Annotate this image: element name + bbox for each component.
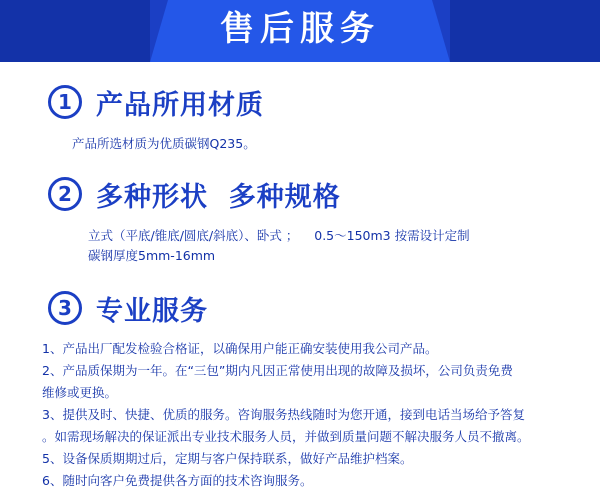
service-item-6: 6、随时向客户免费提供各方面的技术咨询服务。	[42, 473, 313, 488]
section-3-number: 3	[48, 291, 82, 325]
service-item-2: 2、产品质保期为一年。在“三包”期内凡因正常使用出现的故障及损坏，公司负责免费	[42, 363, 513, 378]
service-item-5: 5、设备保质期期过后，定期与客户保持联系，做好产品维护档案。	[42, 451, 413, 466]
section-3-title: 专业服务	[96, 295, 208, 327]
page-title: 售后服务	[220, 9, 380, 49]
section-2-line-2: 碳钢厚度5mm-16mm	[88, 248, 216, 263]
section-1-title: 产品所用材质	[96, 89, 264, 121]
section-1-body	[0, 124, 600, 154]
section-2-line-1: 立式（平底/锥底/圆底/斜底）、卧式 ； 0.5～150m3 按需设计定制	[88, 228, 470, 243]
section-2-number: 2	[48, 177, 82, 211]
service-item-2-cont: 维修或更换。	[42, 385, 118, 400]
section-3-body	[0, 330, 600, 492]
section-2-title: 多种形状 多种规格	[96, 181, 341, 213]
page-header-banner	[0, 0, 600, 62]
service-item-1: 1、产品出厂配发检验合格证，以确保用户能正确安装使用我公司产品。	[42, 341, 438, 356]
section-1-heading	[0, 80, 600, 124]
service-item-3-cont: 。如需现场解决的保证派出专业技术服务人员，并做到质量问题不解决服务人员不撤离。	[42, 429, 530, 444]
section-1-number: 1	[48, 85, 82, 119]
section-product-material	[0, 80, 600, 154]
section-2-body	[0, 216, 600, 266]
service-item-3: 3、提供及时、快捷、优质的服务。咨询服务热线随时为您开通，接到电话当场给予答复	[42, 407, 525, 422]
section-shapes-specs	[0, 172, 600, 266]
section-2-heading	[0, 172, 600, 216]
section-3-heading	[0, 286, 600, 330]
section-1-line-1: 产品所选材质为优质碳钢Q235。	[72, 136, 256, 151]
section-professional-service	[0, 286, 600, 492]
